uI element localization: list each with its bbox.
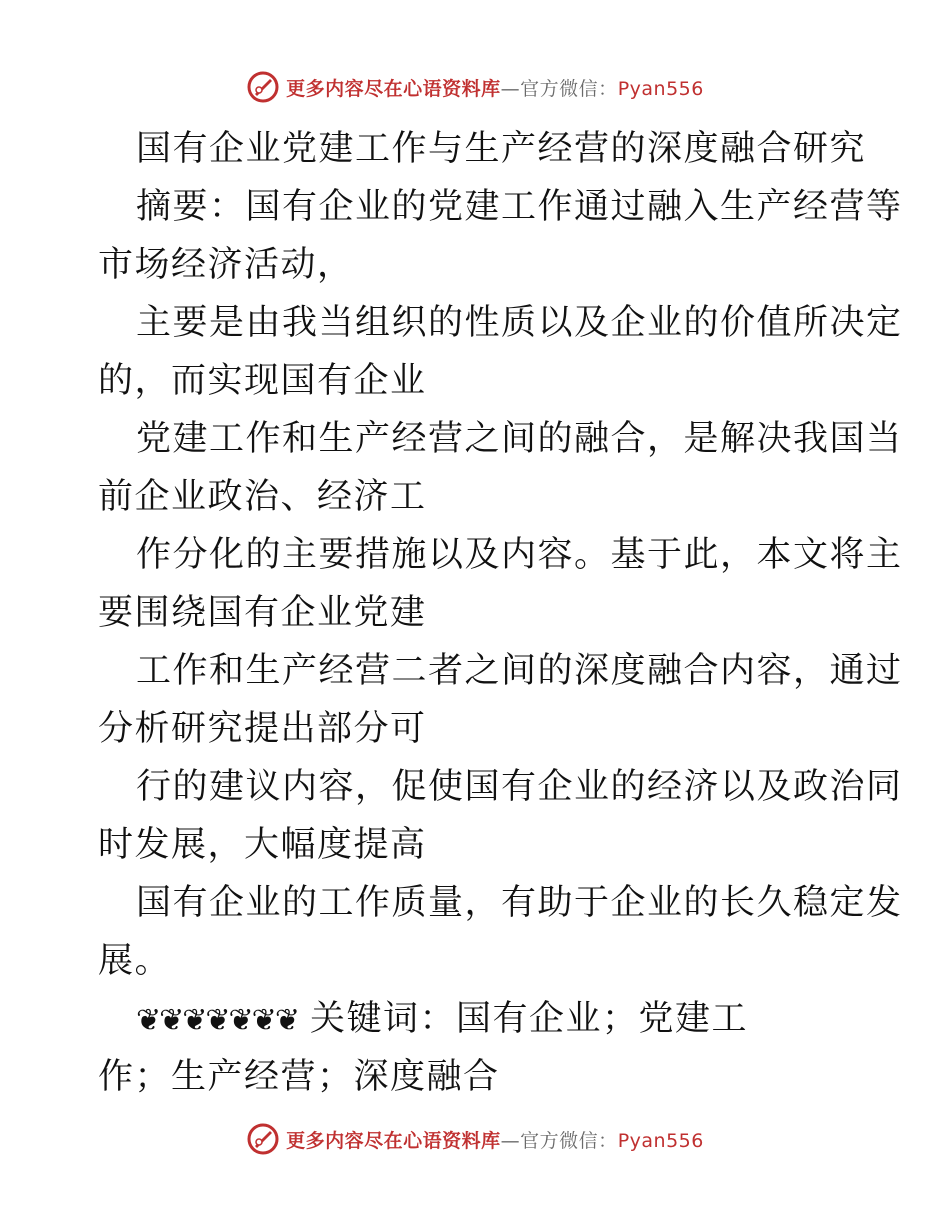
abstract-line-12: 时发展，大幅度提高 (98, 825, 427, 865)
abstract-line-6: 前企业政治、经济工 (98, 477, 427, 517)
document-title: 国有企业党建工作与生产经营的深度融合研究 (136, 129, 867, 169)
abstract-line-2: 市场经济活动， (98, 245, 354, 285)
abstract-line-8: 要围绕国有企业党建 (98, 593, 427, 633)
keywords-line (98, 990, 858, 1048)
abstract-line-3: 主要是由我当组织的性质以及企业的价值所决定 (136, 303, 903, 343)
quill-logo-icon (246, 70, 280, 104)
footer-banner (0, 1122, 950, 1156)
abstract-line-4: 的，而实现国有企业 (98, 361, 427, 401)
footer-banner-text (286, 1126, 704, 1153)
header-banner-text (286, 74, 704, 101)
banner-wechat-label: 官方微信： (520, 1129, 618, 1152)
abstract-line-14: 展。 (98, 941, 172, 981)
banner-dash: — (500, 1129, 521, 1152)
abstract-line-1: 摘要：国有企业的党建工作通过融入生产经营等 (136, 187, 903, 227)
quill-logo-icon (246, 1122, 280, 1156)
banner-wechat-label: 官方微信： (520, 77, 618, 100)
abstract-line-13: 国有企业的工作质量，有助于企业的长久稳定发 (136, 883, 903, 923)
banner-wechat-id: Pyan556 (617, 77, 704, 100)
ornament-flourish-icon: ❦❦❦❦❦❦❦ (136, 1003, 298, 1038)
banner-title: 更多内容尽在心语资料库 (286, 1129, 501, 1152)
abstract-line-7: 作分化的主要措施以及内容。基于此，本文将主 (136, 535, 903, 575)
abstract-line-11: 行的建议内容，促使国有企业的经济以及政治同 (136, 767, 903, 807)
banner-wechat-id: Pyan556 (617, 1129, 704, 1152)
document-body (98, 120, 903, 1106)
abstract-line-9: 工作和生产经营二者之间的深度融合内容，通过 (136, 651, 903, 691)
keywords-continuation: 作；生产经营；深度融合 (98, 1057, 500, 1097)
header-banner (0, 70, 950, 104)
abstract-line-5: 党建工作和生产经营之间的融合，是解决我国当 (136, 419, 903, 459)
abstract-line-10: 分析研究提出部分可 (98, 709, 427, 749)
keywords-text: 关键词：国有企业；党建工 (309, 999, 748, 1039)
banner-dash: — (500, 77, 521, 100)
banner-title: 更多内容尽在心语资料库 (286, 77, 501, 100)
